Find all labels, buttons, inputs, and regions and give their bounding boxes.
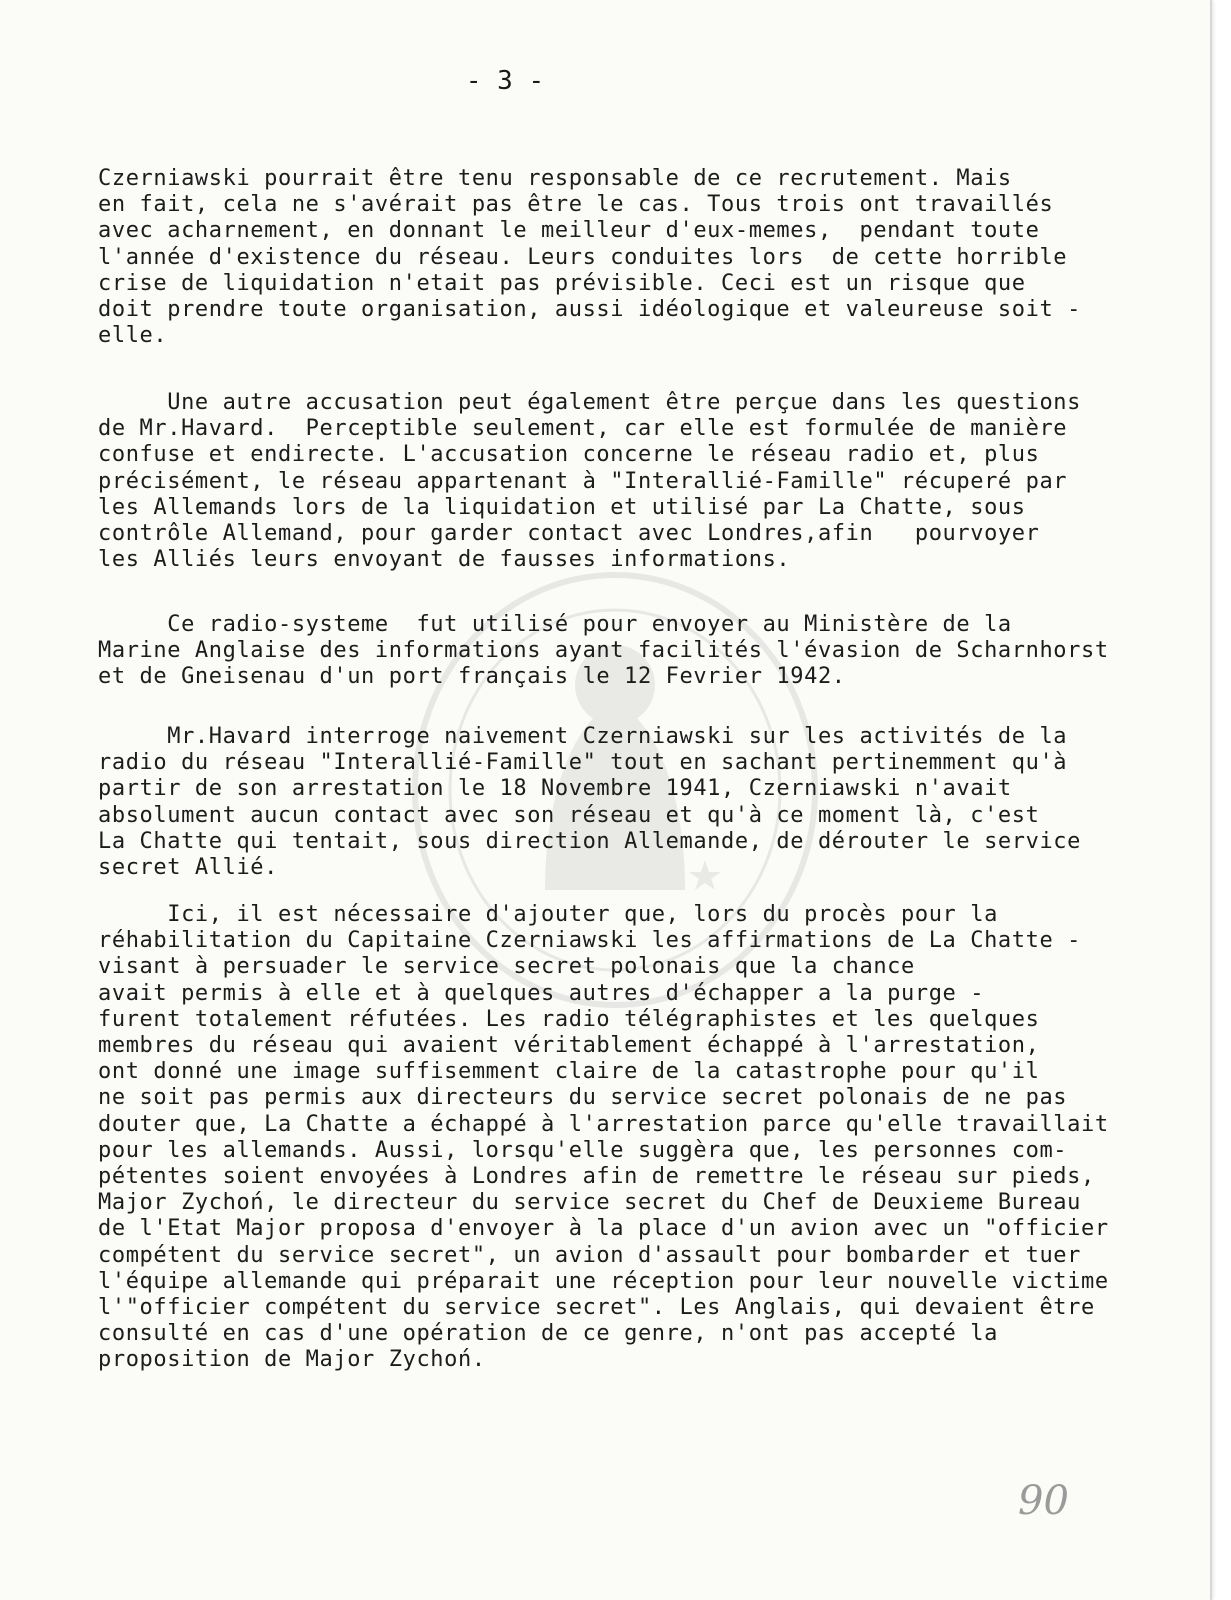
text-line: les Alliés leurs envoyant de fausses informations. (98, 547, 791, 573)
text-line: l'année d'existence du réseau. Leurs conduites lors de cette horrible (98, 244, 1068, 270)
text-line: visant à persuader le service secret polonais que la chance (98, 954, 915, 980)
paragraph-3 (98, 612, 1178, 691)
paragraph-4 (98, 724, 1178, 881)
page-number: - 3 - (465, 66, 545, 96)
text-line: crise de liquidation n'etait pas prévisible. Ceci est un risque que (98, 270, 1026, 296)
text-line: Ici, il est nécessaire d'ajouter que, lors du procès pour la (98, 902, 998, 927)
text-line: ont donné une image suffisemment claire de la catastrophe pour qu'il (98, 1059, 1040, 1085)
text-line: réhabilitation du Capitaine Czerniawski les affirmations de La Chatte - (98, 928, 1082, 954)
text-line: Ce radio-systeme fut utilisé pour envoyer au Ministère de la (98, 612, 1012, 637)
text-line: Mr.Havard interroge naivement Czerniawski sur les activités de la (98, 724, 1068, 749)
text-line: radio du réseau "Interallié-Famille" tout en sachant pertinemment qu'à (98, 750, 1068, 776)
text-line: et de Gneisenau d'un port français le 12 Fevrier 1942. (98, 664, 846, 690)
paragraph-1 (98, 166, 1178, 349)
text-line: absolument aucun contact avec son réseau et qu'à ce moment là, c'est (98, 802, 1040, 828)
text-line: confuse et endirecte. L'accusation concerne le réseau radio et, plus (98, 442, 1040, 468)
text-line: Une autre accusation peut également être perçue dans les questions (98, 390, 1082, 415)
text-line: secret Allié. (98, 855, 278, 881)
text-line: consulté en cas d'une opération de ce genre, n'ont pas accepté la (98, 1321, 998, 1347)
text-line: pétentes soient envoyées à Londres afin de remettre le réseau sur pieds, (98, 1164, 1095, 1190)
archive-page-number: 90 (1018, 1478, 1069, 1524)
text-line: doit prendre toute organisation, aussi idéologique et valeureuse soit - (98, 297, 1082, 323)
text-line: Czerniawski pourrait être tenu responsable de ce recrutement. Mais (98, 166, 1012, 191)
text-line: précisément, le réseau appartenant à "Interallié-Famille" récuperé par (98, 468, 1068, 494)
text-line: partir de son arrestation le 18 Novembre 1941, Czerniawski n'avait (98, 776, 1012, 802)
text-line: membres du réseau qui avaient véritablement échappé à l'arrestation, (98, 1033, 1040, 1059)
text-line: avait permis à elle et à quelques autres d'échapper a la purge - (98, 980, 985, 1006)
text-line: l'"officier compétent du service secret". Les Anglais, qui devaient être (98, 1295, 1095, 1321)
text-line: de Mr.Havard. Perceptible seulement, car elle est formulée de manière (98, 416, 1068, 442)
text-line: ne soit pas permis aux directeurs du service secret polonais de ne pas (98, 1085, 1068, 1111)
text-line: compétent du service secret", un avion d'assault pour bombarder et tuer (98, 1242, 1082, 1268)
paragraph-5 (98, 902, 1178, 1374)
text-line: douter que, La Chatte a échappé à l'arrestation parce qu'elle travaillait (98, 1111, 1109, 1137)
text-line: contrôle Allemand, pour garder contact avec Londres,afin pourvoyer (98, 521, 1040, 547)
text-line: La Chatte qui tentait, sous direction Allemande, de dérouter le service (98, 828, 1082, 854)
text-line: de l'Etat Major proposa d'envoyer à la place d'un avion avec un "officier (98, 1216, 1109, 1242)
text-line: avec acharnement, en donnant le meilleur d'eux-memes, pendant toute (98, 218, 1040, 244)
text-line: Major Zychoń, le directeur du service secret du Chef de Deuxieme Bureau (98, 1190, 1082, 1216)
paragraph-2 (98, 390, 1178, 573)
text-line: pour les allemands. Aussi, lorsqu'elle suggèra que, les personnes com- (98, 1137, 1068, 1163)
text-line: furent totalement réfutées. Les radio télégraphistes et les quelques (98, 1006, 1040, 1032)
text-line: elle. (98, 323, 168, 349)
text-line: Marine Anglaise des informations ayant facilités l'évasion de Scharnhorst (98, 638, 1109, 664)
text-line: les Allemands lors de la liquidation et utilisé par La Chatte, sous (98, 494, 1026, 520)
text-line: l'équipe allemande qui préparait une réception pour leur nouvelle victime (98, 1268, 1109, 1294)
text-line: proposition de Major Zychoń. (98, 1347, 486, 1373)
text-line: en fait, cela ne s'avérait pas être le cas. Tous trois ont travaillés (98, 192, 1054, 218)
